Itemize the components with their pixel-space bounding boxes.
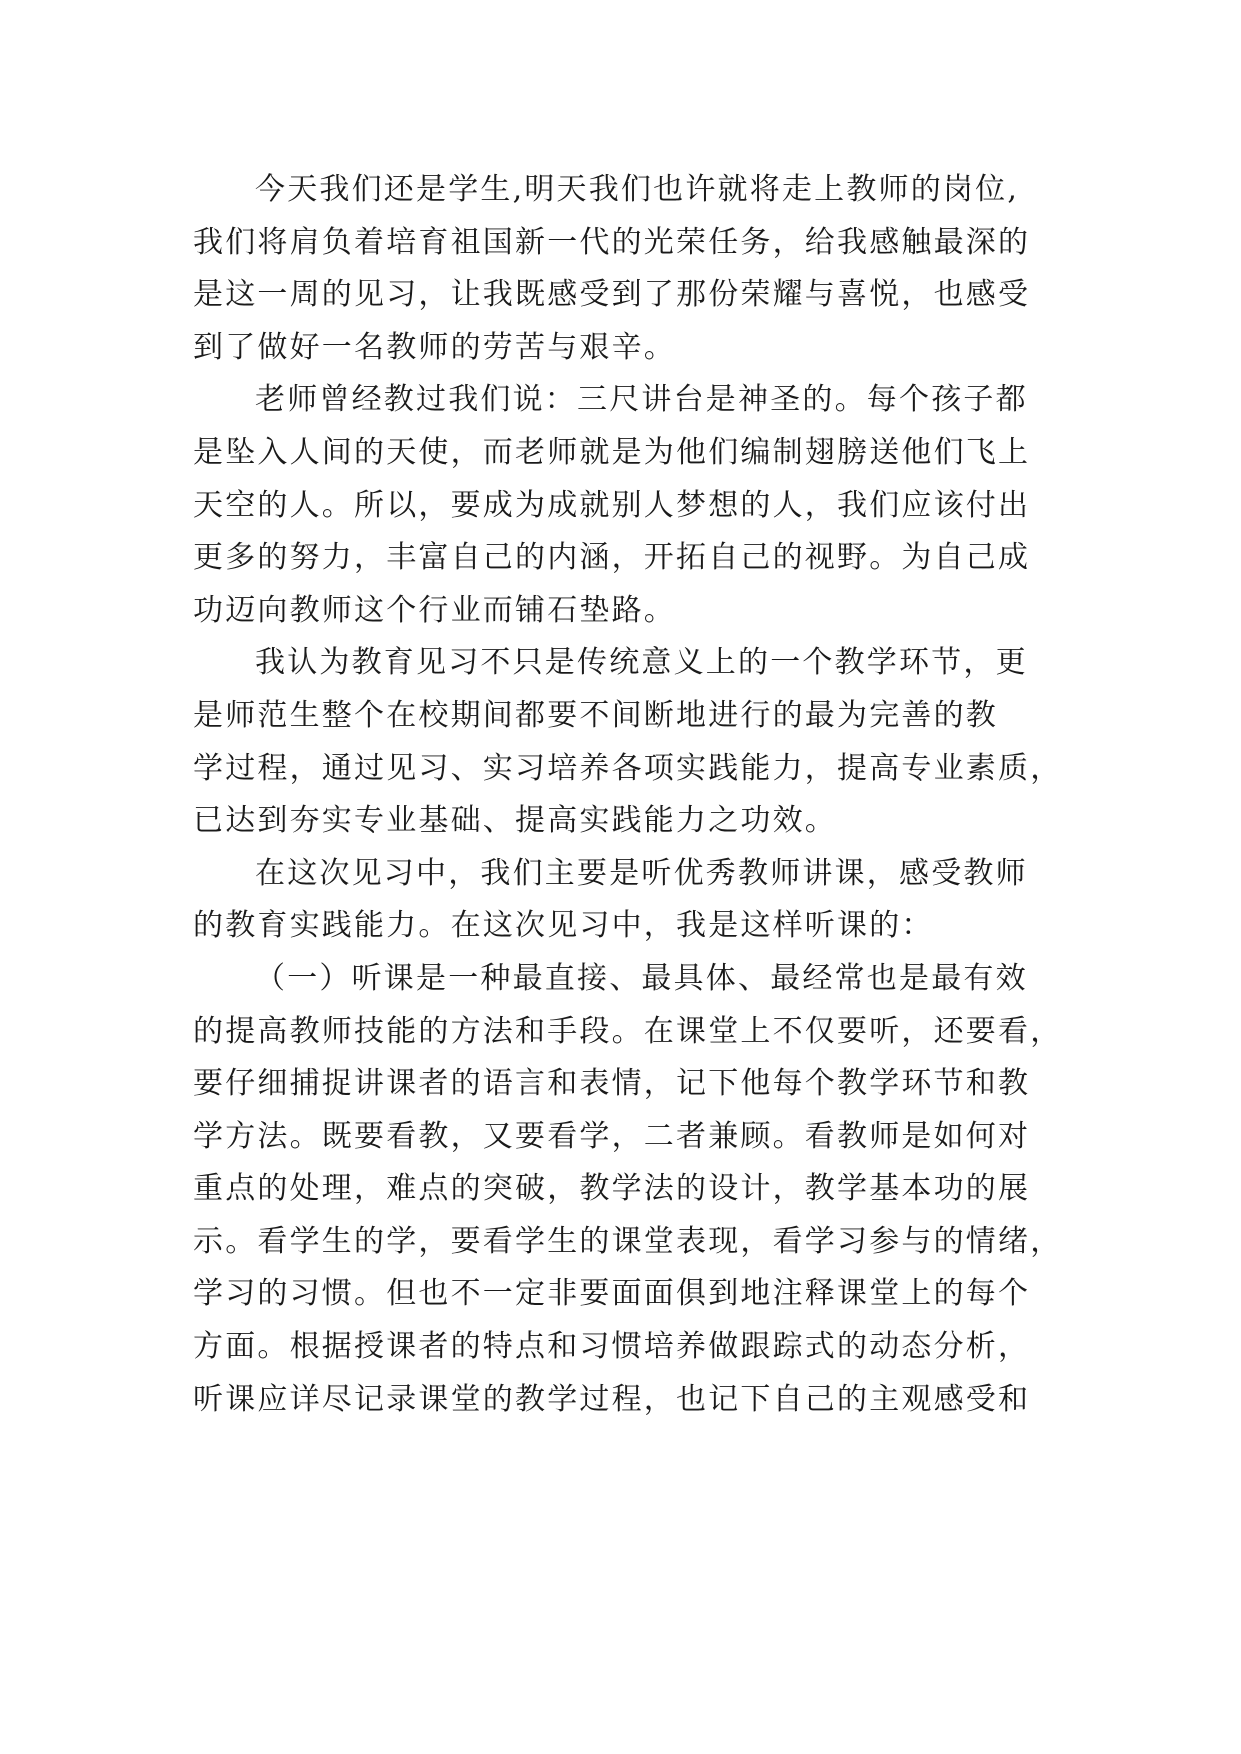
- document-body: [193, 164, 1093, 1426]
- text-line: 天空的人。所以，要成为成就别人梦想的人，我们应该付出: [193, 487, 1031, 523]
- text-line: 我们将肩负着培育祖国新一代的光荣任务，给我感触最深的: [193, 224, 1031, 260]
- paragraph-first-line: 在这次见习中，我们主要是听优秀教师讲课，感受教师: [255, 855, 1028, 891]
- text-line: 的提高教师技能的方法和手段。在课堂上不仅要听，还要看，: [193, 1013, 1063, 1049]
- text-line: 到了做好一名教师的劳苦与艰辛。: [193, 329, 676, 365]
- text-line: 的教育实践能力。在这次见习中，我是这样听课的：: [193, 908, 934, 944]
- text-line: 重点的处理，难点的突破，教学法的设计，教学基本功的展: [193, 1171, 1031, 1207]
- text-line: 方面。根据授课者的特点和习惯培养做跟踪式的动态分析，: [193, 1329, 1031, 1365]
- text-line: 示。看学生的学，要看学生的课堂表现，看学习参与的情绪，: [193, 1223, 1063, 1259]
- text-line: 是师范生整个在校期间都要不间断地进行的最为完善的教: [193, 697, 998, 733]
- text-line: 更多的努力，丰富自己的内涵，开拓自己的视野。为自己成: [193, 540, 1031, 576]
- text-line: 是这一周的见习，让我既感受到了那份荣耀与喜悦，也感受: [193, 277, 1031, 313]
- paragraph-first-line: 今天我们还是学生,明天我们也许就将走上教师的岗位,: [255, 172, 1020, 207]
- text-line: 功迈向教师这个行业而铺石垫路。: [193, 592, 676, 628]
- text-line: 学习的习惯。但也不一定非要面面俱到地注释课堂上的每个: [193, 1276, 1031, 1312]
- text-line: 要仔细捕捉讲课者的语言和表情，记下他每个教学环节和教: [193, 1066, 1031, 1102]
- paragraph-first-line: 我认为教育见习不只是传统意义上的一个教学环节，更: [255, 645, 1028, 681]
- text-line: 听课应详尽记录课堂的教学过程，也记下自己的主观感受和: [193, 1381, 1031, 1417]
- text-line: 学方法。既要看教，又要看学，二者兼顾。看教师是如何对: [193, 1118, 1031, 1154]
- paragraph-first-line: 老师曾经教过我们说：三尺讲台是神圣的。每个孩子都: [255, 382, 1028, 418]
- text-line: 是坠入人间的天使，而老师就是为他们编制翅膀送他们飞上: [193, 434, 1031, 470]
- paragraph-first-line: （一）听课是一种最直接、最具体、最经常也是最有效: [255, 960, 1028, 996]
- text-line: 学过程，通过见习、实习培养各项实践能力，提高专业素质，: [193, 750, 1063, 786]
- text-line: 已达到夯实专业基础、提高实践能力之功效。: [193, 803, 837, 839]
